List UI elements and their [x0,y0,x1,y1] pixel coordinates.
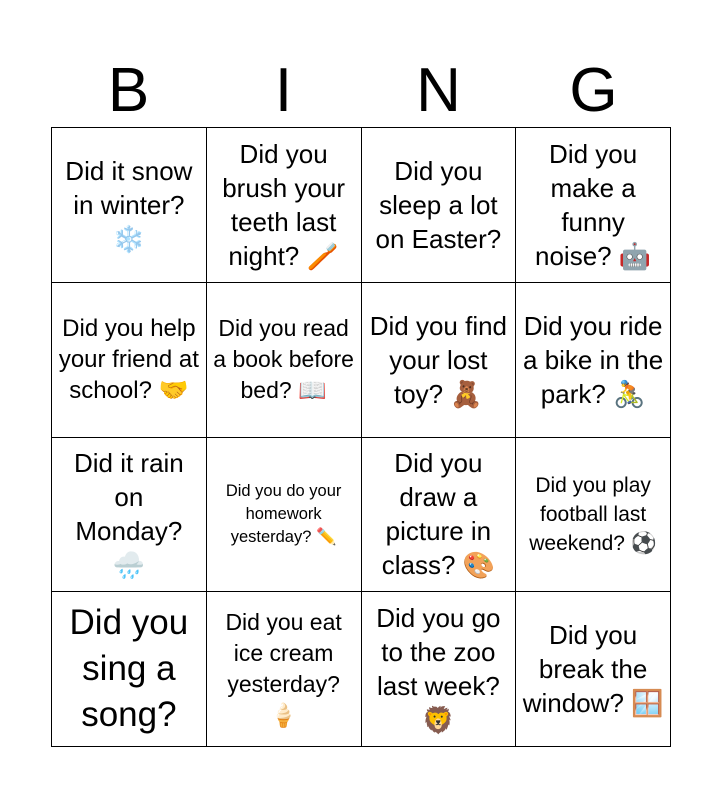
bingo-cell[interactable] [207,128,362,283]
cell-text: Did you go to the zoo last week? 🦁 [376,603,501,736]
cell-text: Did you draw a picture in class? 🎨 [381,448,496,581]
cell-text: Did it rain on Monday? 🌧️ [73,448,184,581]
cell-text: Did you read a book before bed? 📖 [213,315,354,404]
header-letter-g: G [569,56,618,125]
bingo-card-grid [51,127,671,747]
bingo-header [51,56,671,126]
bingo-cell[interactable] [362,438,517,593]
bingo-cell[interactable] [207,438,362,593]
header-letter-b: B [107,56,150,125]
cell-text: Did you do your homework yesterday? ✏️ [225,481,342,546]
cell-text: Did you sing a song? [69,603,189,735]
bingo-cell[interactable] [516,438,671,593]
cell-text: Did you find your lost toy? 🧸 [369,310,508,409]
cell-text: Did you break the window? 🪟 [522,620,664,719]
bingo-cell[interactable] [516,592,671,747]
bingo-cell[interactable] [52,283,207,438]
bingo-cell[interactable] [207,283,362,438]
header-letter-n: N [416,56,461,125]
header-letter-i: I [274,56,293,125]
bingo-cell[interactable] [52,592,207,747]
cell-text: Did you sleep a lot on Easter? [375,155,502,254]
cell-text: Did you play football last weekend? ⚽ [529,473,657,555]
cell-text: Did it snow in winter? ❄️ [65,155,193,254]
cell-text: Did you make a funny noise? 🤖 [535,138,652,271]
bingo-cell[interactable] [362,128,517,283]
bingo-cell[interactable] [362,283,517,438]
cell-text: Did you eat ice cream yesterday? 🍦 [225,609,342,729]
bingo-cell[interactable] [207,592,362,747]
bingo-cell[interactable] [52,128,207,283]
bingo-cell[interactable] [516,283,671,438]
bingo-cell[interactable] [362,592,517,747]
bingo-cell[interactable] [52,438,207,593]
cell-text: Did you help your friend at school? 🤝 [58,315,199,405]
cell-text: Did you brush your teeth last night? 🪥 [222,138,346,271]
bingo-cell[interactable] [516,128,671,283]
cell-text: Did you ride a bike in the park? 🚴 [523,310,664,409]
